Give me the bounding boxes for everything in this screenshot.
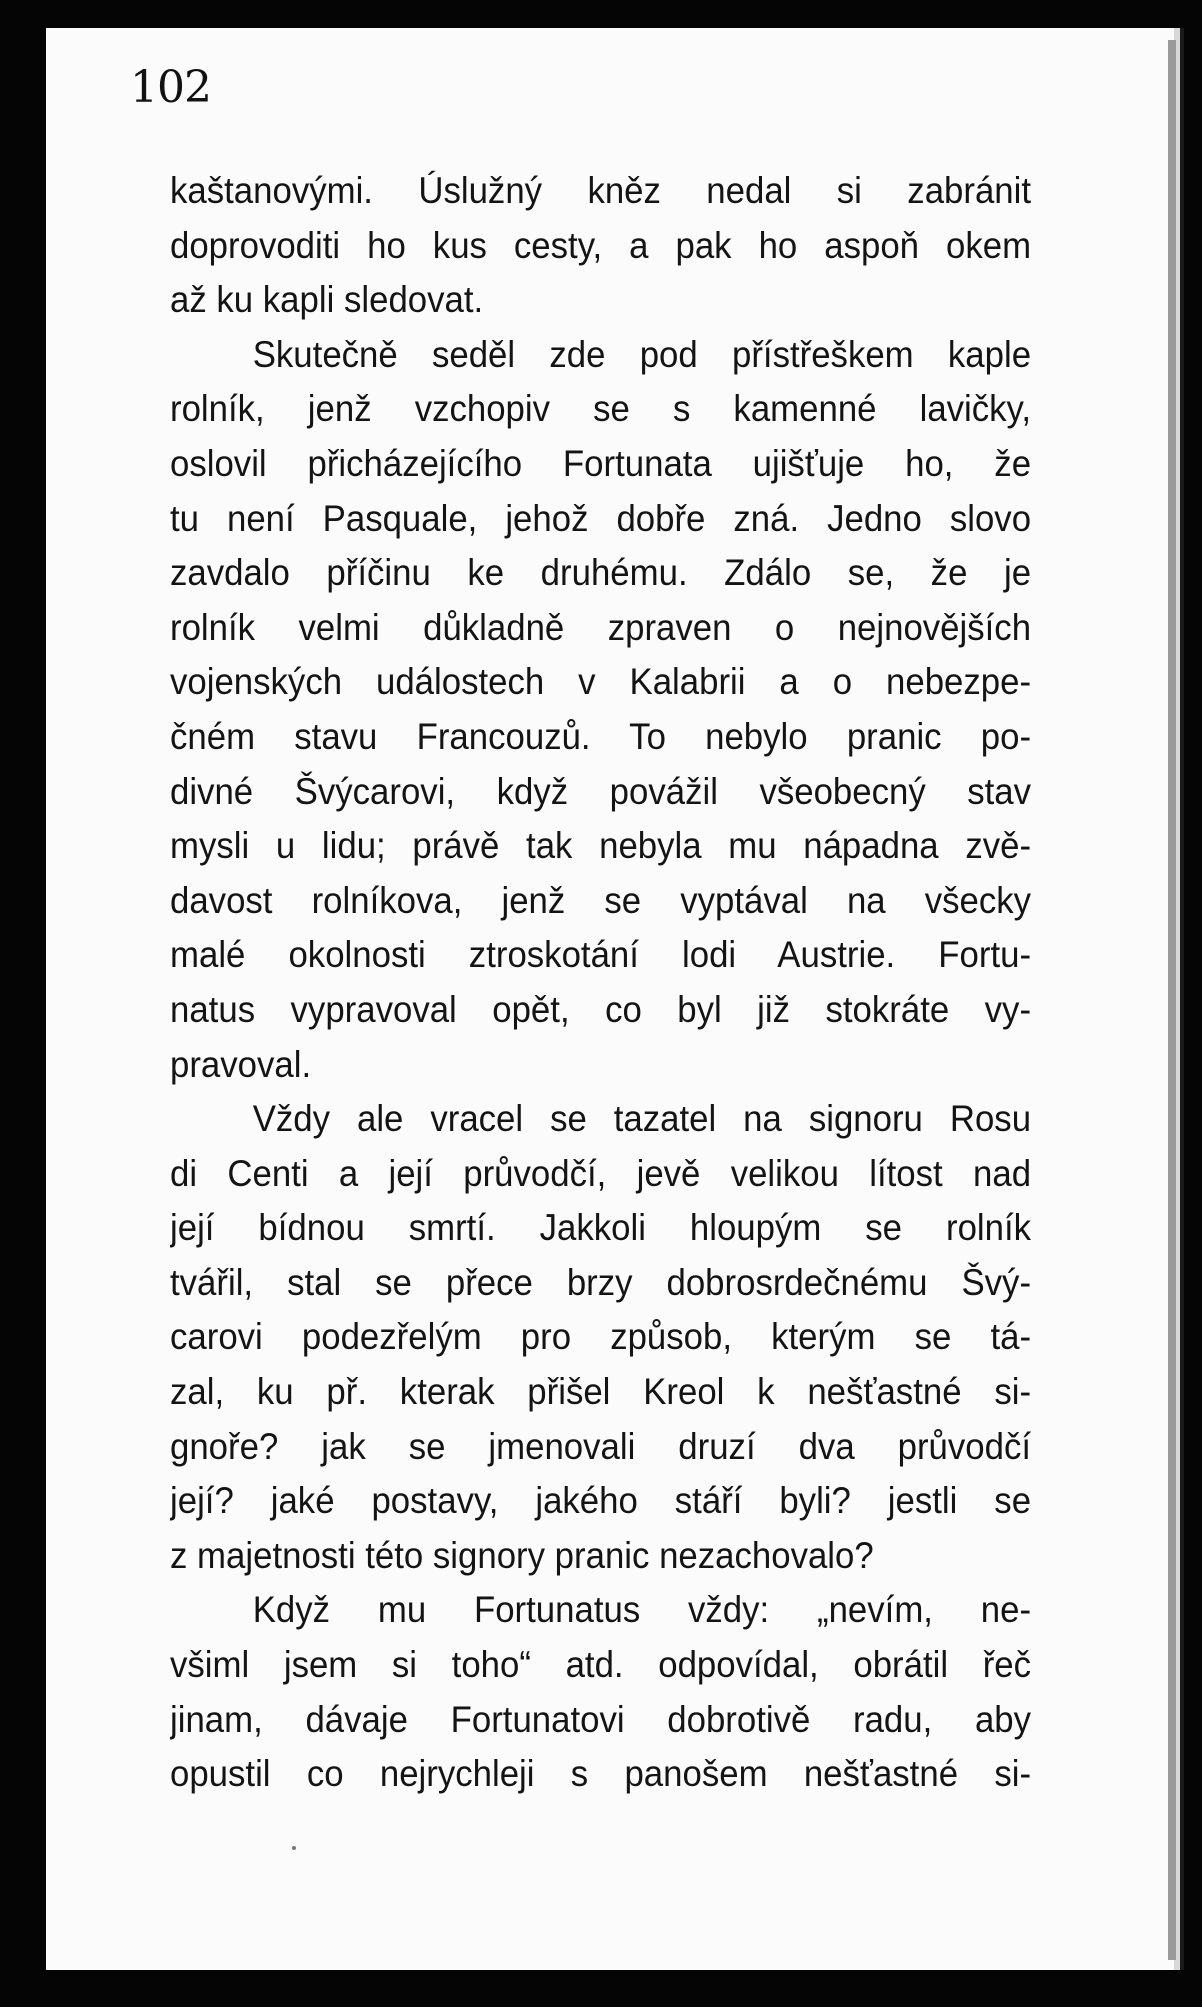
text-line: tvářil, stal se přece brzy dobrosrdečnému Švý- [170,1261,1032,1303]
text-line: zavdalo příčinu ke druhému. Zdálo se, že je [170,552,1032,594]
text-line: její? jaké postavy, jakého stáří byli? jestli se [170,1480,1032,1522]
text-line: Skutečně seděl zde pod přístřeškem kaple [252,333,1032,375]
page-edge [1168,40,1176,1960]
text-line: natus vypravoval opět, co byl již stokráte vy- [170,988,1032,1030]
text-line: kaštanovými. Úslužný kněz nedal si zabránit [170,170,1032,211]
text-line: tu není Pasquale, jehož dobře zná. Jedno slovo [170,497,1032,539]
text-line: pravoval. [170,1043,312,1085]
text-line: mysli u lidu; právě tak nebyla mu nápadna zvě- [170,825,1032,867]
text-line: její bídnou smrtí. Jakkoli hloupým se rolník [170,1207,1032,1249]
text-line: všiml jsem si toho“ atd. odpovídal, obrátil řeč [170,1644,1032,1686]
body-text [170,164,1031,1802]
text-line: vojenských událostech v Kalabrii a o nebezpe- [170,661,1032,703]
text-line: Vždy ale vracel se tazatel na signoru Rosu [252,1098,1032,1140]
text-line: di Centi a její průvodčí, jevě velikou lítost nad [170,1152,1032,1194]
text-line: oslovil přicházejícího Fortunata ujišťuje ho, že [170,442,1032,484]
text-line: rolník, jenž vzchopiv se s kamenné lavičky, [170,388,1032,430]
text-line: divné Švýcarovi, když povážil všeobecný stav [170,770,1032,812]
text-line: zal, ku př. kterak přišel Kreol k nešťastné si- [170,1371,1032,1413]
text-line: až ku kapli sledovat. [170,279,484,321]
text-line: čném stavu Francouzů. To nebylo pranic po- [170,715,1032,757]
text-line: gnoře? jak se jmenovali druzí dva průvodčí [170,1425,1032,1467]
text-line: jinam, dávaje Fortunatovi dobrotivě radu, aby [170,1698,1032,1740]
text-line: carovi podezřelým pro způsob, kterým se tá- [170,1316,1032,1358]
text-line: z majetnosti této signory pranic nezachovalo? [170,1534,874,1576]
text-line: davost rolníkova, jenž se vyptával na všecky [170,879,1032,921]
text-line: doprovoditi ho kus cesty, a pak ho aspoň okem [170,224,1032,266]
text-line: Když mu Fortunatus vždy: „nevím, ne- [252,1589,1032,1631]
page-number: 102 [130,62,211,113]
text-line: malé okolnosti ztroskotání lodi Austrie. Fortu- [170,934,1032,976]
text-line: opustil co nejrychleji s panošem nešťastné si- [170,1753,1032,1795]
text-line: rolník velmi důkladně zpraven o nejnovějších [170,606,1032,648]
paper-speck [292,1846,296,1850]
